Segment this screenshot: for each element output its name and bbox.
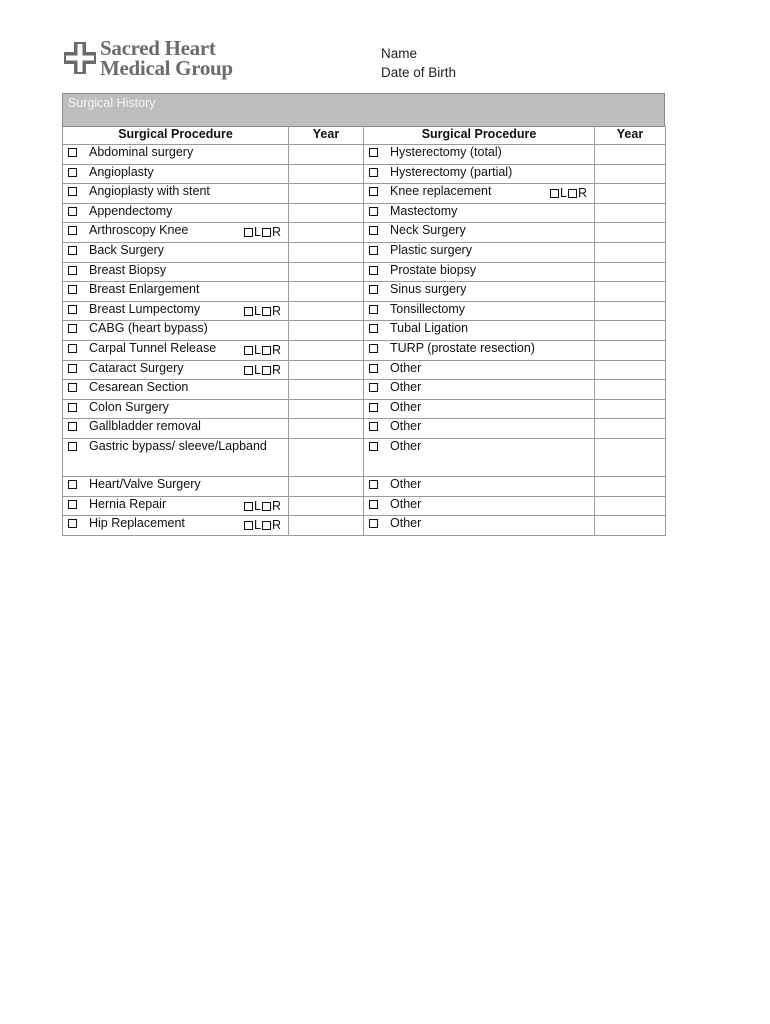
procedure-cell-right	[364, 321, 595, 341]
year-field-right[interactable]	[595, 282, 666, 302]
procedure-cell-right	[364, 516, 595, 536]
table-row	[63, 145, 666, 165]
procedure-label: Gallbladder removal	[89, 419, 201, 434]
left-side-label: L	[254, 303, 261, 318]
year-field-left[interactable]	[289, 438, 364, 476]
side-selector	[244, 518, 282, 532]
procedure-cell-right	[364, 145, 595, 165]
year-field-right[interactable]	[595, 223, 666, 243]
patient-info	[381, 44, 456, 82]
left-side-checkbox[interactable]	[550, 189, 559, 198]
procedure-cell-right	[364, 399, 595, 419]
procedure-label: Back Surgery	[89, 242, 165, 257]
procedure-label: Angioplasty	[89, 164, 154, 179]
section-title: Surgical History	[62, 93, 665, 126]
left-side-checkbox[interactable]	[244, 307, 253, 316]
right-side-label: R	[271, 362, 281, 377]
year-field-left[interactable]	[289, 282, 364, 302]
procedure-checkbox[interactable]	[68, 344, 77, 353]
year-field-right[interactable]	[595, 360, 666, 380]
procedure-checkbox[interactable]	[68, 442, 77, 451]
table-row	[63, 476, 666, 496]
surgical-history-form	[62, 93, 665, 536]
table-row	[63, 496, 666, 516]
procedure-checkbox[interactable]	[369, 187, 378, 196]
procedure-label: Colon Surgery	[89, 399, 169, 414]
procedure-checkbox[interactable]	[68, 324, 77, 333]
table-row	[63, 203, 666, 223]
procedure-label: Other	[390, 399, 422, 414]
right-side-label: R	[271, 225, 281, 240]
table-row	[63, 380, 666, 400]
procedure-checkbox[interactable]	[68, 383, 77, 392]
year-field-left[interactable]	[289, 399, 364, 419]
procedure-cell-left	[63, 476, 289, 496]
procedure-cell-right	[364, 496, 595, 516]
year-field-right[interactable]	[595, 184, 666, 204]
procedure-checkbox[interactable]	[369, 442, 378, 451]
procedure-label: Knee replacement	[390, 184, 492, 199]
name-label: Name	[381, 46, 418, 61]
procedure-cell-left	[63, 164, 289, 184]
left-side-label: L	[560, 186, 567, 201]
year-field-right[interactable]	[595, 321, 666, 341]
procedure-cell-left	[63, 262, 289, 282]
procedure-label: Tubal Ligation	[390, 321, 469, 336]
procedure-label: Carpal Tunnel Release	[89, 340, 217, 355]
year-field-right[interactable]	[595, 164, 666, 184]
year-field-left[interactable]	[289, 262, 364, 282]
right-side-checkbox[interactable]	[262, 346, 271, 355]
year-field-right[interactable]	[595, 242, 666, 262]
right-side-checkbox[interactable]	[568, 189, 577, 198]
year-field-left[interactable]	[289, 380, 364, 400]
procedure-cell-right	[364, 360, 595, 380]
left-side-label: L	[254, 518, 261, 533]
table-row	[63, 419, 666, 439]
procedure-cell-right	[364, 242, 595, 262]
procedure-checkbox[interactable]	[369, 403, 378, 412]
procedure-checkbox[interactable]	[68, 148, 77, 157]
procedure-cell-right	[364, 380, 595, 400]
logo-line-1: Sacred Heart	[100, 36, 216, 60]
right-side-checkbox[interactable]	[262, 228, 271, 237]
procedure-checkbox[interactable]	[68, 187, 77, 196]
procedure-cell-right	[364, 262, 595, 282]
side-selector	[244, 363, 282, 377]
procedure-cell-left	[63, 380, 289, 400]
procedure-checkbox[interactable]	[369, 246, 378, 255]
year-field-right[interactable]	[595, 203, 666, 223]
procedure-cell-right	[364, 419, 595, 439]
year-field-right[interactable]	[595, 340, 666, 360]
year-field-left[interactable]	[289, 496, 364, 516]
procedure-checkbox[interactable]	[369, 383, 378, 392]
table-row	[63, 262, 666, 282]
year-field-right[interactable]	[595, 438, 666, 476]
procedure-label: Breast Biopsy	[89, 262, 167, 277]
procedure-checkbox[interactable]	[369, 500, 378, 509]
procedure-cell-left	[63, 438, 289, 476]
procedure-checkbox[interactable]	[369, 344, 378, 353]
left-side-label: L	[254, 342, 261, 357]
table-row	[63, 516, 666, 536]
procedure-cell-left	[63, 203, 289, 223]
side-selector	[244, 304, 282, 318]
procedure-checkbox[interactable]	[68, 226, 77, 235]
procedure-cell-left	[63, 419, 289, 439]
year-field-left[interactable]	[289, 419, 364, 439]
right-side-checkbox[interactable]	[262, 366, 271, 375]
procedure-label: Breast Lumpectomy	[89, 301, 201, 316]
table-row	[63, 242, 666, 262]
year-field-left[interactable]	[289, 476, 364, 496]
procedure-label: Neck Surgery	[390, 223, 466, 238]
procedure-label: Other	[390, 419, 422, 434]
year-field-left[interactable]	[289, 516, 364, 536]
year-field-right[interactable]	[595, 262, 666, 282]
table-row	[63, 164, 666, 184]
table-row	[63, 301, 666, 321]
year-field-right[interactable]	[595, 476, 666, 496]
table-row	[63, 223, 666, 243]
table-row	[63, 399, 666, 419]
procedure-label: Hysterectomy (partial)	[390, 164, 513, 179]
procedure-checkbox[interactable]	[369, 285, 378, 294]
procedure-checkbox[interactable]	[68, 207, 77, 216]
procedure-header-left: Surgical Procedure	[63, 127, 289, 145]
table-row	[63, 340, 666, 360]
procedure-cell-right	[364, 282, 595, 302]
procedure-cell-right	[364, 340, 595, 360]
right-side-checkbox[interactable]	[262, 307, 271, 316]
procedure-label: CABG (heart bypass)	[89, 321, 208, 336]
medical-cross-icon	[62, 40, 98, 76]
procedure-cell-left	[63, 282, 289, 302]
procedure-checkbox[interactable]	[68, 364, 77, 373]
year-field-right[interactable]	[595, 301, 666, 321]
logo	[62, 38, 252, 84]
procedure-label: Cesarean Section	[89, 380, 189, 395]
procedure-label: Other	[390, 360, 422, 375]
year-field-right[interactable]	[595, 145, 666, 165]
procedure-cell-left	[63, 360, 289, 380]
procedure-checkbox[interactable]	[369, 422, 378, 431]
procedure-cell-left	[63, 516, 289, 536]
procedure-checkbox[interactable]	[369, 305, 378, 314]
right-side-label: R	[271, 518, 281, 533]
table-row	[63, 184, 666, 204]
procedure-checkbox[interactable]	[68, 285, 77, 294]
side-selector	[550, 186, 588, 200]
procedure-checkbox[interactable]	[68, 480, 77, 489]
procedure-checkbox[interactable]	[369, 226, 378, 235]
table-row	[63, 321, 666, 341]
procedure-cell-right	[364, 438, 595, 476]
procedure-checkbox[interactable]	[68, 422, 77, 431]
year-field-left[interactable]	[289, 321, 364, 341]
left-side-checkbox[interactable]	[244, 346, 253, 355]
procedure-cell-right	[364, 164, 595, 184]
year-header-right: Year	[595, 127, 666, 145]
left-side-label: L	[254, 225, 261, 240]
right-side-label: R	[271, 342, 281, 357]
procedure-label: Prostate biopsy	[390, 262, 477, 277]
procedure-label: Appendectomy	[89, 203, 173, 218]
procedure-checkbox[interactable]	[369, 207, 378, 216]
procedure-checkbox[interactable]	[369, 480, 378, 489]
procedure-cell-right	[364, 476, 595, 496]
procedure-header-right: Surgical Procedure	[364, 127, 595, 145]
procedure-label: Arthroscopy Knee	[89, 223, 189, 238]
procedure-checkbox[interactable]	[369, 364, 378, 373]
side-selector	[244, 499, 282, 513]
year-field-left[interactable]	[289, 184, 364, 204]
procedure-label: Mastectomy	[390, 203, 458, 218]
procedure-cell-left	[63, 223, 289, 243]
year-field-left[interactable]	[289, 242, 364, 262]
procedure-label: Heart/Valve Surgery	[89, 476, 201, 491]
left-side-label: L	[254, 362, 261, 377]
procedure-cell-left	[63, 301, 289, 321]
procedure-cell-left	[63, 145, 289, 165]
procedure-label: Plastic surgery	[390, 242, 472, 257]
logo-line-2: Medical Group	[100, 56, 233, 80]
table-row	[63, 282, 666, 302]
procedure-label: Hernia Repair	[89, 496, 167, 511]
table-row	[63, 360, 666, 380]
procedure-label: Other	[390, 516, 422, 531]
procedure-label: Other	[390, 496, 422, 511]
procedure-label: Gastric bypass/ sleeve/Lapband	[89, 438, 267, 453]
procedure-cell-left	[63, 242, 289, 262]
procedure-label: Hysterectomy (total)	[390, 145, 502, 159]
year-field-left[interactable]	[289, 360, 364, 380]
year-field-left[interactable]	[289, 164, 364, 184]
procedure-checkbox[interactable]	[369, 324, 378, 333]
year-header-left: Year	[289, 127, 364, 145]
procedure-cell-right	[364, 223, 595, 243]
year-field-right[interactable]	[595, 419, 666, 439]
procedure-label: Sinus surgery	[390, 282, 467, 297]
right-side-label: R	[271, 303, 281, 318]
year-field-right[interactable]	[595, 496, 666, 516]
procedure-checkbox[interactable]	[68, 519, 77, 528]
right-side-label: R	[577, 186, 587, 201]
right-side-checkbox[interactable]	[262, 502, 271, 511]
procedure-label: Other	[390, 438, 422, 453]
year-field-left[interactable]	[289, 145, 364, 165]
year-field-left[interactable]	[289, 340, 364, 360]
procedure-cell-left	[63, 340, 289, 360]
dob-label: Date of Birth	[381, 65, 457, 80]
procedure-checkbox[interactable]	[68, 168, 77, 177]
year-field-right[interactable]	[595, 380, 666, 400]
year-field-right[interactable]	[595, 399, 666, 419]
year-field-right[interactable]	[595, 516, 666, 536]
procedure-checkbox[interactable]	[369, 148, 378, 157]
side-selector	[244, 343, 282, 357]
procedure-label: Other	[390, 380, 422, 395]
left-side-checkbox[interactable]	[244, 502, 253, 511]
procedure-checkbox[interactable]	[68, 305, 77, 314]
procedure-cell-left	[63, 399, 289, 419]
procedure-cell-left	[63, 496, 289, 516]
procedure-checkbox[interactable]	[369, 266, 378, 275]
left-side-label: L	[254, 498, 261, 513]
year-field-left[interactable]	[289, 301, 364, 321]
right-side-checkbox[interactable]	[262, 521, 271, 530]
procedure-label: Hip Replacement	[89, 516, 185, 531]
procedure-checkbox[interactable]	[68, 266, 77, 275]
procedure-label: Cataract Surgery	[89, 360, 184, 375]
procedure-label: TURP (prostate resection)	[390, 340, 535, 355]
procedure-label: Other	[390, 476, 422, 491]
logo-wordmark	[100, 38, 233, 78]
procedure-label: Breast Enlargement	[89, 282, 200, 297]
year-field-left[interactable]	[289, 203, 364, 223]
side-selector	[244, 225, 282, 239]
right-side-label: R	[271, 498, 281, 513]
header-row	[63, 127, 666, 145]
procedure-checkbox[interactable]	[68, 500, 77, 509]
procedure-label: Angioplasty with stent	[89, 184, 210, 199]
procedure-label: Tonsillectomy	[390, 301, 466, 316]
table-row	[63, 438, 666, 476]
left-side-checkbox[interactable]	[244, 521, 253, 530]
left-side-checkbox[interactable]	[244, 366, 253, 375]
procedure-cell-right	[364, 184, 595, 204]
procedure-label: Abdominal surgery	[89, 145, 194, 159]
procedure-checkbox[interactable]	[68, 246, 77, 255]
procedure-checkbox[interactable]	[68, 403, 77, 412]
procedure-cell-right	[364, 301, 595, 321]
procedure-cell-left	[63, 321, 289, 341]
procedure-cell-right	[364, 203, 595, 223]
procedure-checkbox[interactable]	[369, 519, 378, 528]
procedure-cell-left	[63, 184, 289, 204]
year-field-left[interactable]	[289, 223, 364, 243]
surgical-history-table	[62, 126, 666, 536]
left-side-checkbox[interactable]	[244, 228, 253, 237]
procedure-checkbox[interactable]	[369, 168, 378, 177]
